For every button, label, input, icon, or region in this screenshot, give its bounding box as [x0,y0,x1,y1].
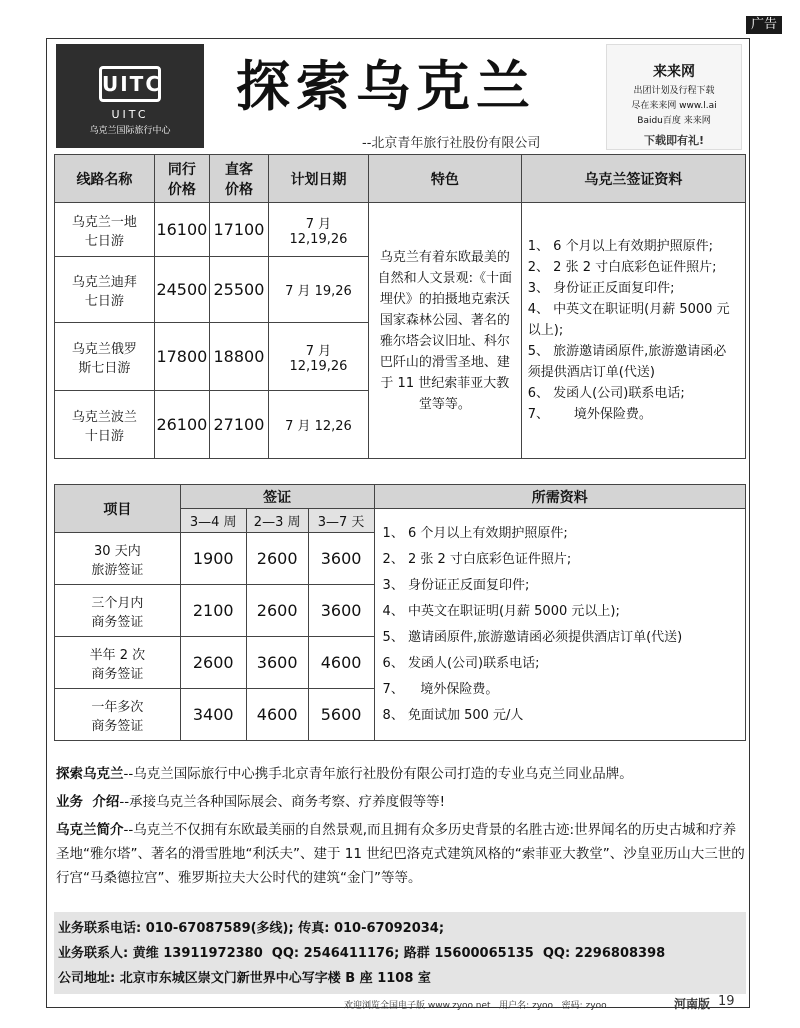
visa-docs [521,203,745,459]
direct-price: 27100 [209,391,268,459]
direct-price: 18800 [209,323,268,391]
page-subtitle: --北京青年旅行社股份有限公司 [362,136,541,151]
requirement-item: 1、 6 个月以上有效期护照原件; [382,525,568,541]
visa-doc-item: 4、 中英文在职证明(月薪 5000 元以上); [527,302,730,338]
visa-doc-item: 3、 身份证正反面复印件; [527,281,675,296]
visa-doc-item: 6、 发函人(公司)联系电话; [527,386,685,401]
ad-line: 尽在来来网 www.l.ai [631,101,717,111]
visa-item: 半年 2 次 商务签证 [55,637,181,689]
page-number: 19 [718,994,735,1009]
ad-cta: 下载即有礼! [643,134,705,147]
description-paragraph [56,762,746,786]
header-visa: 签证 [180,485,374,509]
peer-price: 17800 [154,323,209,391]
table-header-row [55,155,746,203]
description-label: 业务 介绍 [56,794,120,810]
visa-doc-item: 1、 6 个月以上有效期护照原件; [527,239,713,254]
route-name: 乌克兰俄罗 斯七日游 [55,323,155,391]
description-text: --乌克兰国际旅行中心携手北京青年旅行社股份有限公司打造的专业乌克兰同业品牌。 [123,766,633,782]
visa-item: 30 天内 旅游签证 [55,533,181,585]
requirement-item: 7、 境外保险费。 [382,681,499,697]
period-header: 2—3 周 [246,509,308,533]
visa-price: 3600 [308,533,374,585]
visa-price: 5600 [308,689,374,741]
logo-abbr: UITC [111,108,149,121]
description-label: 乌克兰简介 [56,822,124,838]
website-ad[interactable] [606,44,742,150]
visa-price: 3600 [308,585,374,637]
logo-mark: UITC [99,66,161,102]
route-name: 乌克兰波兰 十日游 [55,391,155,459]
visa-item: 三个月内 商务签证 [55,585,181,637]
requirement-item: 5、 邀请函原件,旅游邀请函必须提供酒店订单(代送) [382,629,683,645]
page-footer [344,994,744,1011]
table-header-row [55,485,746,509]
visa-doc-item: 5、 旅游邀请函原件,旅游邀请函必须提供酒店订单(代送) [527,344,727,380]
plan-date: 7 月 19,26 [269,257,369,323]
header-item: 项目 [55,485,181,533]
edition-label: 河南版 [674,997,711,1011]
plan-date: 7 月 12,26 [269,391,369,459]
requirement-item: 6、 发函人(公司)联系电话; [382,655,540,671]
header-cell: 线路名称 [55,155,155,203]
ad-line: 出团计划及行程下载 [633,86,715,96]
peer-price: 24500 [154,257,209,323]
visa-price: 3400 [180,689,246,741]
requirement-item: 4、 中英文在职证明(月薪 5000 元以上); [382,603,620,619]
requirement-item: 8、 免面试加 500 元/人 [382,707,524,723]
footer-text: 欢迎浏览全国电子版 www.zyoo.net 用户名: zyoo 密码: zyoo [344,1001,607,1011]
route-feature: 乌克兰有着东欧最美的自然和人文景观:《十面埋伏》的拍摄地克索沃国家森林公园、著名的雅尔塔会议旧址、科尔巴阡山的滑雪圣地、建于 11 世纪索菲亚大教堂等等。 [368,203,521,459]
header-cell: 计划日期 [269,155,369,203]
description-section [56,762,746,894]
visa-price-table [54,484,746,741]
contact-phone: 业务联系电话: 010-67087589(多线); 传真: 010-67092034; [58,921,445,936]
visa-price: 2600 [180,637,246,689]
page-title: 探索乌克兰 [236,54,536,118]
ad-tag: 广告 [746,16,782,34]
visa-item: 一年多次 商务签证 [55,689,181,741]
visa-price: 2600 [246,533,308,585]
ad-brand: 来来网 [653,64,695,80]
direct-price: 17100 [209,203,268,257]
visa-price: 2600 [246,585,308,637]
requirements-list [374,509,745,741]
visa-price: 4600 [308,637,374,689]
visa-price: 4600 [246,689,308,741]
description-text: --承接乌克兰各种国际展会、商务考察、疗养度假等等! [119,794,446,810]
visa-price: 3600 [246,637,308,689]
visa-doc-item: 7、 境外保险费。 [527,407,652,422]
header-cell: 乌克兰签证资料 [521,155,745,203]
route-name: 乌克兰迪拜 七日游 [55,257,155,323]
ad-line: Baidu百度 来来网 [637,116,711,126]
plan-date: 7 月 12,19,26 [269,323,369,391]
contact-address: 公司地址: 北京市东城区崇文门新世界中心写字楼 B 座 1108 室 [58,971,431,986]
header-cell: 特色 [368,155,521,203]
requirement-item: 2、 2 张 2 寸白底彩色证件照片; [382,551,572,567]
visa-price: 2100 [180,585,246,637]
table-row [55,203,746,257]
header-cell: 直客 价格 [209,155,268,203]
description-paragraph [56,818,746,890]
requirement-item: 3、 身份证正反面复印件; [382,577,530,593]
peer-price: 16100 [154,203,209,257]
description-label: 探索乌克兰 [56,766,124,782]
direct-price: 25500 [209,257,268,323]
description-text: --乌克兰不仅拥有东欧最美丽的自然景观,而且拥有众多历史背景的名胜古迹:世界闻名的历史古城和疗养圣地“雅尔塔”、著名的滑雪胜地“利沃夫”、建于 11 世纪巴洛克式建筑风格的“索菲亚大教堂”、沙皇亚历山大三世的行宫“马桑德拉宫”、雅罗斯拉夫大公时代的建筑“金门”等等。 [56,822,745,886]
peer-price: 26100 [154,391,209,459]
routes-table [54,154,746,459]
contact-persons: 业务联系人: 黄维 13911972380 QQ: 2546411176; 路群 15600065135 QQ: 2296808398 [58,946,666,961]
period-header: 3—4 周 [180,509,246,533]
plan-date: 7 月 12,19,26 [269,203,369,257]
contact-box [54,912,746,994]
visa-price: 1900 [180,533,246,585]
visa-doc-item: 2、 2 张 2 寸白底彩色证件照片; [527,260,717,275]
route-name: 乌克兰一地 七日游 [55,203,155,257]
logo-name: 乌克兰国际旅行中心 [89,126,171,136]
header-cell: 同行 价格 [154,155,209,203]
header-requirements: 所需资料 [374,485,745,509]
company-logo [56,44,204,148]
description-paragraph [56,790,746,814]
period-header: 3—7 天 [308,509,374,533]
